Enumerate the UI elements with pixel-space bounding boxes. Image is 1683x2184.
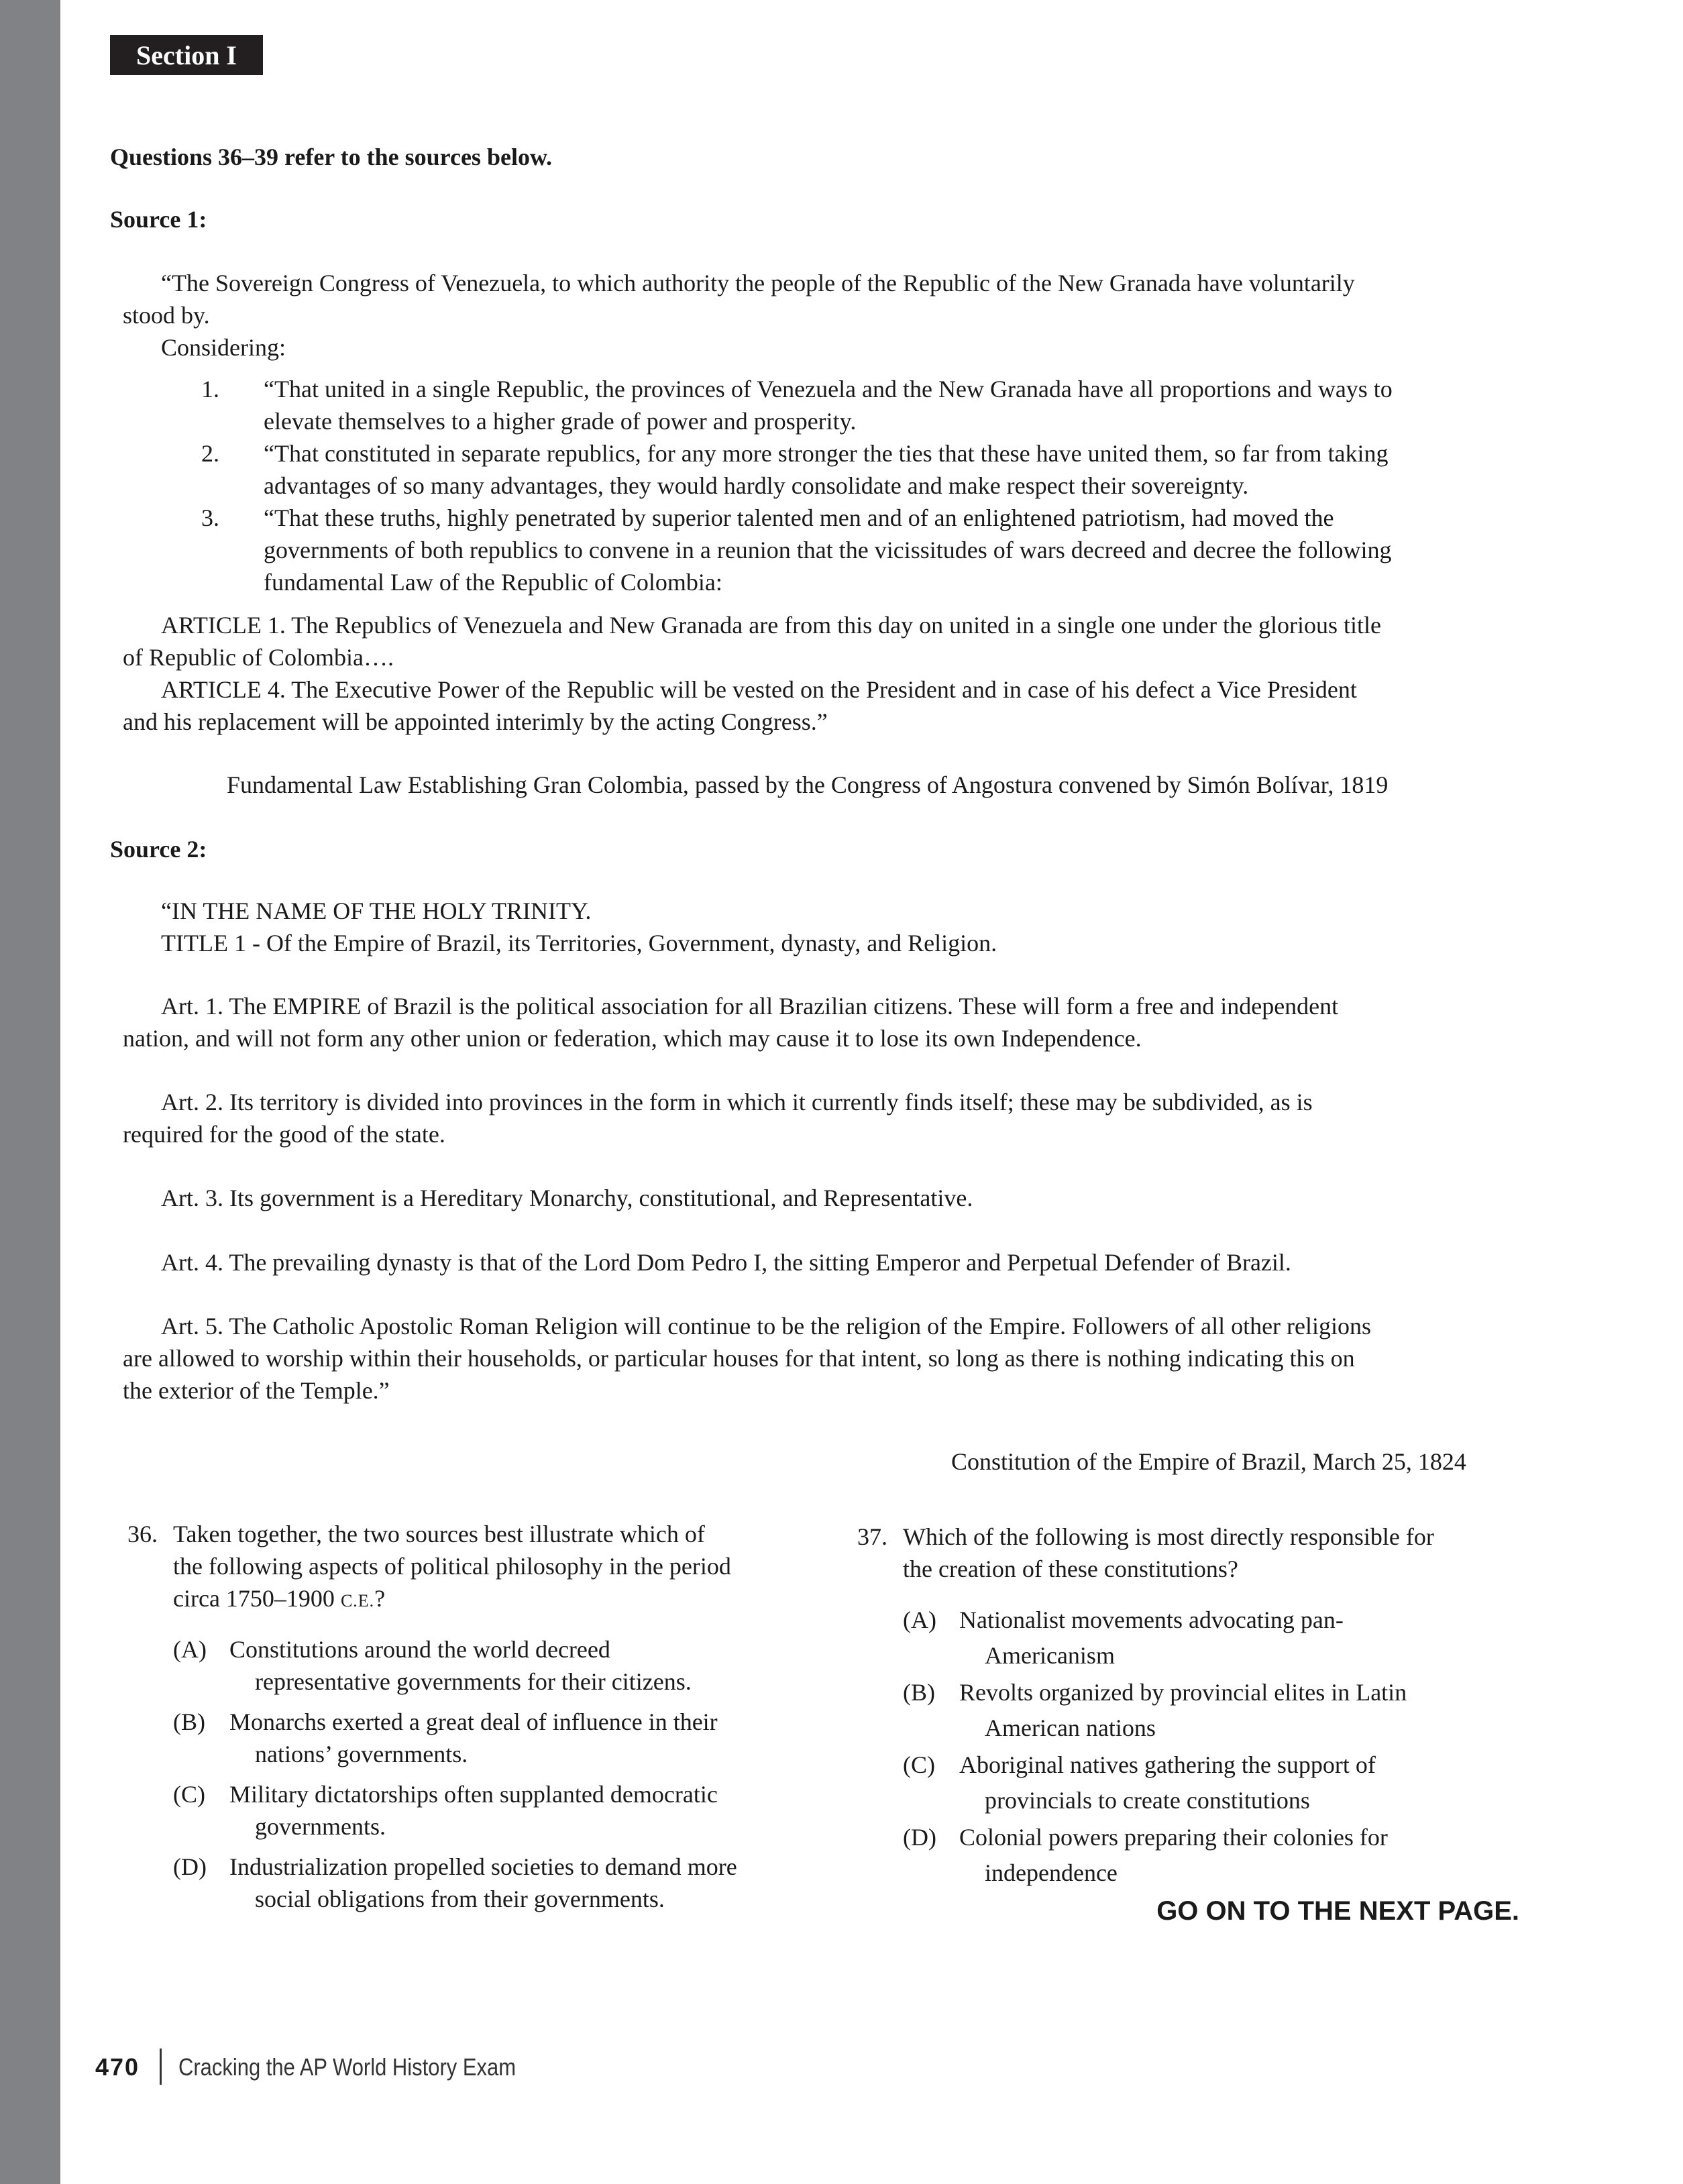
source2-title1: TITLE 1 - Of the Empire of Brazil, its Territories, Government, dynasty, and Religion. (161, 930, 997, 957)
answer-choice-37d[interactable]: Colonial powers preparing their colonies for (959, 1824, 1388, 1851)
source2-art3: Art. 3. Its government is a Hereditary Monarchy, constitutional, and Representative. (161, 1185, 973, 1211)
source2-art5-cont: the exterior of the Temple.” (123, 1377, 390, 1404)
answer-choice-36c[interactable]: Military dictatorships often supplanted democratic (229, 1781, 718, 1808)
answer-choice-36d-cont[interactable]: social obligations from their governments. (255, 1886, 665, 1912)
answer-choice-37c-cont[interactable]: provincials to create constitutions (985, 1787, 1310, 1814)
choice-label[interactable]: (C) (903, 1751, 935, 1778)
source2-art1-cont: nation, and will not form any other union or federation, which may cause it to lose its own Independence. (123, 1025, 1142, 1052)
source1-item-number: 1. (201, 376, 219, 402)
source1-heading: Source 1: (110, 206, 207, 233)
answer-choice-37b-cont[interactable]: American nations (985, 1714, 1156, 1741)
answer-choice-37b[interactable]: Revolts organized by provincial elites in Latin (959, 1679, 1407, 1706)
left-margin-bar (0, 0, 60, 2184)
source1-considering: Considering: (161, 334, 286, 361)
book-title: Cracking the AP World History Exam (178, 2053, 517, 2081)
footer-divider (160, 2049, 162, 2085)
answer-choice-36d[interactable]: Industrialization propelled societies to demand more (229, 1853, 737, 1880)
source2-invocation: “IN THE NAME OF THE HOLY TRINITY. (161, 897, 592, 924)
source2-art1: Art. 1. The EMPIRE of Brazil is the political association for all Brazilian citizens. These will form a free and independent (161, 993, 1339, 1020)
source1-item-1-cont: elevate themselves to a higher grade of power and prosperity. (264, 408, 857, 435)
choice-label[interactable]: (D) (173, 1853, 207, 1880)
question-number: 37. (857, 1523, 887, 1550)
source2-art4: Art. 4. The prevailing dynasty is that of the Lord Dom Pedro I, the sitting Emperor and Perpetual Defender of Brazil. (161, 1249, 1291, 1276)
questions-intro: Questions 36–39 refer to the sources below. (110, 144, 552, 170)
go-on-notice: GO ON TO THE NEXT PAGE. (1156, 1896, 1519, 1926)
source1-item-1: “That united in a single Republic, the provinces of Venezuela and the New Granada have all proportions and ways to (264, 376, 1393, 402)
question-37-stem: Which of the following is most directly responsible for (903, 1523, 1434, 1550)
question-37-stem-cont: the creation of these constitutions? (903, 1555, 1238, 1582)
answer-choice-36b-cont[interactable]: nations’ governments. (255, 1741, 468, 1767)
source1-item-2: “That constituted in separate republics, for any more stronger the ties that these have united them, so far from taking (264, 440, 1389, 467)
choice-label[interactable]: (D) (903, 1824, 936, 1851)
page-number: 470 (95, 2053, 140, 2081)
source1-article1-cont: of Republic of Colombia…. (123, 644, 394, 671)
source1-article1: ARTICLE 1. The Republics of Venezuela and New Granada are from this day on united in a single one under the glorious title (161, 612, 1382, 639)
answer-choice-37a[interactable]: Nationalist movements advocating pan- (959, 1606, 1344, 1633)
source1-article4-cont: and his replacement will be appointed interimly by the acting Congress.” (123, 708, 828, 735)
source2-art5: Art. 5. The Catholic Apostolic Roman Religion will continue to be the religion of the Empire. Followers of all other religions (161, 1313, 1372, 1340)
source2-heading: Source 2: (110, 836, 207, 863)
source1-article4: ARTICLE 4. The Executive Power of the Republic will be vested on the President and in case of his defect a Vice President (161, 676, 1357, 703)
answer-choice-36c-cont[interactable]: governments. (255, 1813, 386, 1840)
source1-item-2-cont: advantages of so many advantages, they would hardly consolidate and make respect their sovereignty. (264, 472, 1249, 499)
answer-choice-37d-cont[interactable]: independence (985, 1859, 1118, 1886)
source2-art2-cont: required for the good of the state. (123, 1121, 445, 1148)
source1-item-3: “That these truths, highly penetrated by superior talented men and of an enlightened patriotism, had moved the (264, 504, 1334, 531)
choice-label[interactable]: (C) (173, 1781, 205, 1808)
source1-preamble: “The Sovereign Congress of Venezuela, to which authority the people of the Republic of the New Granada have voluntarily (161, 270, 1355, 296)
source1-attribution: Fundamental Law Establishing Gran Colombia, passed by the Congress of Angostura convened by Simón Bolívar, 1819 (227, 771, 1389, 798)
source1-item-3-cont: governments of both republics to convene in a reunion that the vicissitudes of wars decreed and decree the following (264, 537, 1392, 563)
source1-item-number: 3. (201, 504, 219, 531)
choice-label[interactable]: (B) (173, 1708, 205, 1735)
question-number: 36. (127, 1521, 158, 1547)
source1-preamble-cont: stood by. (123, 302, 210, 329)
answer-choice-36a[interactable]: Constitutions around the world decreed (229, 1636, 610, 1663)
choice-label[interactable]: (A) (173, 1636, 207, 1663)
answer-choice-36a-cont[interactable]: representative governments for their citizens. (255, 1668, 692, 1695)
source2-art5-cont: are allowed to worship within their households, or particular houses for that intent, so long as there is nothing indicating this on (123, 1345, 1355, 1372)
choice-label[interactable]: (B) (903, 1679, 935, 1706)
choice-label[interactable]: (A) (903, 1606, 936, 1633)
answer-choice-37c[interactable]: Aboriginal natives gathering the support of (959, 1751, 1376, 1778)
answer-choice-36b[interactable]: Monarchs exerted a great deal of influence in their (229, 1708, 718, 1735)
question-36-stem-cont: the following aspects of political philosophy in the period (173, 1553, 731, 1580)
question-36-stem: Taken together, the two sources best illustrate which of (173, 1521, 705, 1547)
answer-choice-37a-cont[interactable]: Americanism (985, 1642, 1115, 1669)
section-label: Section I (110, 35, 263, 75)
question-36-stem-cont: circa 1750–1900 C.E.? (173, 1585, 386, 1612)
source1-item-number: 2. (201, 440, 219, 467)
source2-attribution: Constitution of the Empire of Brazil, March 25, 1824 (951, 1448, 1466, 1475)
source1-item-3-cont: fundamental Law of the Republic of Colombia: (264, 569, 722, 596)
source2-art2: Art. 2. Its territory is divided into provinces in the form in which it currently finds itself; these may be subdivided, as is (161, 1089, 1313, 1115)
